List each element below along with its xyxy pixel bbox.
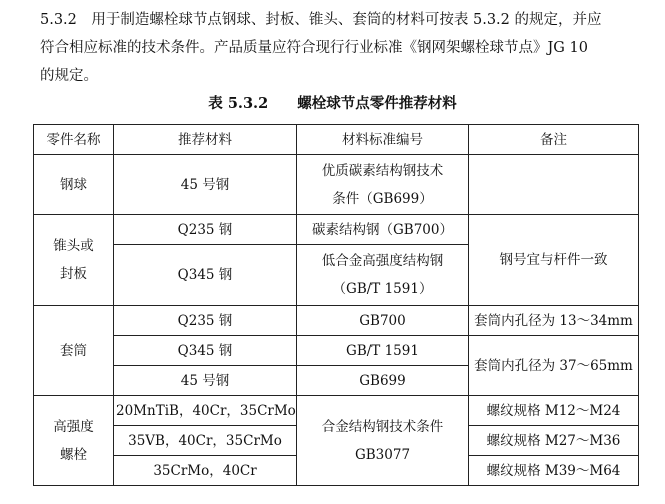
part-line-2: 封板 bbox=[60, 266, 87, 282]
note-cell: 套筒内孔径为 13～34mm bbox=[469, 306, 639, 336]
standard-cell bbox=[297, 155, 469, 215]
table-caption: 表 5.3.2 螺栓球节点零件推荐材料 bbox=[208, 95, 457, 112]
material-cell: Q345 钢 bbox=[114, 336, 297, 366]
note-cell: 螺纹规格 M39～M64 bbox=[469, 456, 639, 486]
table-row bbox=[34, 155, 639, 215]
note-cell bbox=[469, 155, 639, 215]
standard-line-1: 合金结构钢技术条件 bbox=[321, 418, 444, 435]
note-cell: 钢号宜与杆件一致 bbox=[469, 215, 639, 306]
standard-cell bbox=[297, 396, 469, 486]
material-cell: 45 号钢 bbox=[114, 155, 297, 215]
header-part-name: 零件名称 bbox=[34, 125, 114, 155]
part-cell: 钢球 bbox=[34, 155, 114, 215]
paragraph-line-3: 的规定。 bbox=[40, 68, 98, 84]
part-cell bbox=[34, 396, 114, 486]
note-cell: 螺纹规格 M12～M24 bbox=[469, 396, 639, 426]
material-cell: 35VB，40Cr，35CrMo bbox=[114, 426, 297, 456]
clause-paragraph bbox=[40, 6, 652, 90]
table-row bbox=[34, 336, 639, 366]
standard-line-2: GB3077 bbox=[354, 446, 411, 463]
standard-cell: GB699 bbox=[297, 366, 469, 396]
part-cell bbox=[34, 215, 114, 306]
material-cell: Q345 钢 bbox=[114, 245, 297, 306]
table-row bbox=[34, 215, 639, 245]
paragraph-line-2: 符合相应标准的技术条件。产品质量应符合现行行业标准《钢网架螺栓球节点》JG 10 bbox=[40, 40, 588, 56]
material-cell: Q235 钢 bbox=[114, 306, 297, 336]
header-material: 推荐材料 bbox=[114, 125, 297, 155]
part-cell: 套筒 bbox=[34, 306, 114, 396]
material-cell: 35CrMo，40Cr bbox=[114, 456, 297, 486]
header-note: 备注 bbox=[469, 125, 639, 155]
standard-line-2: 条件（GB699） bbox=[332, 190, 433, 207]
paragraph-line-1: 5.3.2 用于制造螺栓球节点钢球、封板、锥头、套筒的材料可按表 5.3.2 的规定，并应 bbox=[40, 12, 602, 28]
table-header-row bbox=[34, 125, 639, 155]
part-line-1: 高强度 bbox=[53, 418, 94, 435]
standard-cell: 碳素结构钢（GB700） bbox=[297, 215, 469, 245]
standard-line-2: （GB/T 1591） bbox=[332, 281, 433, 297]
standard-cell: GB/T 1591 bbox=[297, 336, 469, 366]
note-cell: 套筒内孔径为 37～65mm bbox=[469, 336, 639, 396]
table-row bbox=[34, 396, 639, 426]
standard-cell: GB700 bbox=[297, 306, 469, 336]
standard-line-1: 优质碳素结构钢技术 bbox=[321, 162, 444, 179]
table-row bbox=[34, 306, 639, 336]
part-line-2: 螺栓 bbox=[60, 446, 87, 463]
material-cell: Q235 钢 bbox=[114, 215, 297, 245]
standard-line-1: 低合金高强度结构钢 bbox=[321, 253, 444, 269]
material-cell: 20MnTiB，40Cr，35CrMo bbox=[114, 396, 297, 426]
standard-cell bbox=[297, 245, 469, 306]
materials-table bbox=[33, 124, 639, 486]
note-cell: 螺纹规格 M27～M36 bbox=[469, 426, 639, 456]
header-standard: 材料标准编号 bbox=[297, 125, 469, 155]
material-cell: 45 号钢 bbox=[114, 366, 297, 396]
part-line-1: 锥头或 bbox=[53, 238, 94, 254]
